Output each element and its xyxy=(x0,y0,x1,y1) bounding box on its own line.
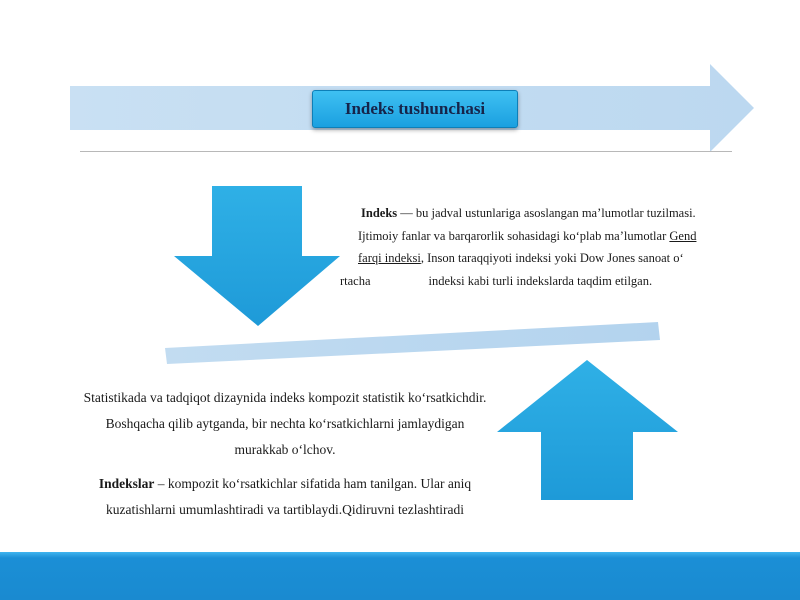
definition-line-text: — bu jadval ustunlariga asoslangan maʼlumotlar tuzilmasi. xyxy=(397,206,696,220)
gender-link-part1[interactable]: Gend xyxy=(669,228,697,243)
definition-line xyxy=(340,225,725,248)
bold-term-indeks: Indeks xyxy=(361,206,398,220)
slide-title-box xyxy=(312,90,518,128)
definition-line xyxy=(340,247,725,270)
divider-line xyxy=(80,151,732,152)
definition-line-text: indeksi kabi turli indekslarda taqdim etilgan. xyxy=(428,273,653,288)
slide-title: Indeks tushunchasi xyxy=(344,99,486,118)
index-definition-text xyxy=(340,202,725,292)
explanation-paragraph-2 xyxy=(80,471,490,523)
definition-line xyxy=(340,202,725,225)
definition-line-text: rtacha xyxy=(340,273,371,288)
bold-term-indekslar: Indekslar xyxy=(98,476,155,491)
explanation-paragraph-2-text: – kompozit koʻrsatkichlar sifatida ham tanilgan. Ular aniq kuzatishlarni umumlashtiradi va tartiblaydi.Qidiruvni tezlashtiradi xyxy=(105,476,472,517)
index-explanation-text xyxy=(80,385,490,531)
up-arrow-icon xyxy=(495,360,680,500)
definition-line-text: , Inson taraqqiyoti indeksi yoki Dow Jones sanoat oʻ xyxy=(420,251,684,265)
down-arrow-icon xyxy=(172,186,342,328)
definition-line xyxy=(340,270,725,293)
explanation-paragraph-1: Statistikada va tadqiqot dizaynida indeks kompozit statistik koʻrsatkichdir. Boshqacha qilib aytganda, bir nechta koʻrsatkichlarni jamlaydigan murakkab oʻlchov. xyxy=(83,390,487,457)
definition-line-text: Ijtimoiy fanlar va barqarorlik sohasidagi koʻplab maʼlumotlar xyxy=(358,228,670,243)
gender-link-part2[interactable]: farqi indeksi xyxy=(358,251,421,265)
footer-bar xyxy=(0,552,800,600)
